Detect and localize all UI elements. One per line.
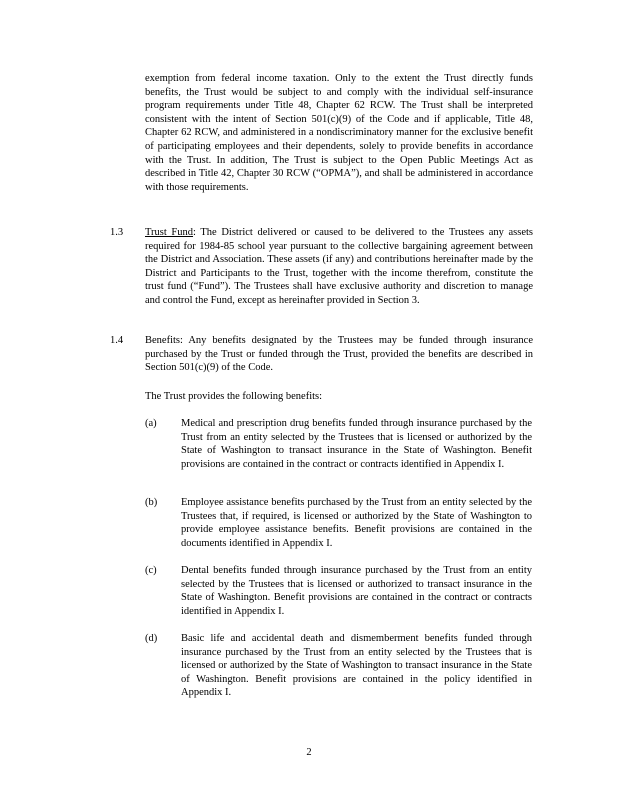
section-1-4-title: Benefits — [145, 335, 180, 346]
item-d-text: Basic life and accidental death and dismemberment benefits funded through insurance purchased by the Trust from an entity selected by the Trustees that is licensed or authorized by the State of Washington to transact insurance in the State of Washington. Benefit provisions are contained in the policy identified in Appendix I. — [181, 633, 532, 699]
item-label-b: (b) — [145, 497, 158, 508]
item-label-a: (a) — [145, 418, 157, 429]
item-label-c: (c) — [145, 565, 157, 576]
page-number: 2 — [306, 747, 312, 758]
section-1-4-text: : Any benefits designated by the Trustees may be funded through insurance purchased by the Trust or funded through the Trust, provided the benefits are described in Section 501(c)(9) of the Code. — [145, 335, 533, 374]
section-1-3-title: Trust Fund — [145, 227, 194, 238]
section-1-3-paragraph — [145, 226, 533, 308]
item-label-d: (d) — [145, 633, 158, 644]
section-1-3-text: : The District delivered or caused to be delivered to the Trustees any assets required for 1984-85 school year pursuant to the collective bargaining agreement between the District and Association. These assets (if any) and contributions hereinafter made by the District and Participants to the Trust, together with the income therefrom, constitute the trust fund (“Fund”). The Trustees shall have exclusive authority and discretion to manage and control the Fund, except as hereinafter provided in Section 3. — [145, 227, 533, 306]
item-b-text: Employee assistance benefits purchased by the Trust from an entity selected by the Trustees that, if required, is licensed or authorized by the State of Washington to provide employee assistance benefits. Benefit provisions are contained in the documents identified in Appendix I. — [181, 497, 532, 549]
section-number-1-4: 1.4 — [110, 335, 124, 346]
continuation-paragraph: exemption from federal income taxation. Only to the extent the Trust directly funds benefits, the Trust would be subject to and comply with the individual self-insurance program requirements under Title 48, Chapter 62 RCW. The Trust shall be interpreted consistent with the intent of Section 501(c)(9) of the Code and if applicable, Title 48, Chapter 62 RCW, and administered in a nondiscriminatory manner for the exclusive benefit of participating employees and their dependents, solely to provide benefits in accordance with the Trust. In addition, The Trust is subject to the Open Public Meetings Act as described in Title 42, Chapter 30 RCW (“OPMA”), and shall be administered in accordance with those requirements. — [145, 73, 533, 193]
item-c-text: Dental benefits funded through insurance purchased by the Trust from an entity selected by the Trustees that is licensed or authorized to transact insurance in the State of Washington. Benefit provisions are contained in the contract or contracts identified in Appendix I. — [181, 565, 532, 617]
item-a-text: Medical and prescription drug benefits funded through insurance purchased by the Trust from an entity selected by the Trustees that is licensed or authorized by the State of Washington to transact insurance in the State of Washington. Benefit provisions are contained in the contract or contracts identified in Appendix I. — [181, 418, 532, 470]
section-number-1-3: 1.3 — [110, 227, 124, 238]
section-1-4-paragraph — [145, 334, 533, 375]
benefits-intro: The Trust provides the following benefits: — [145, 391, 323, 402]
